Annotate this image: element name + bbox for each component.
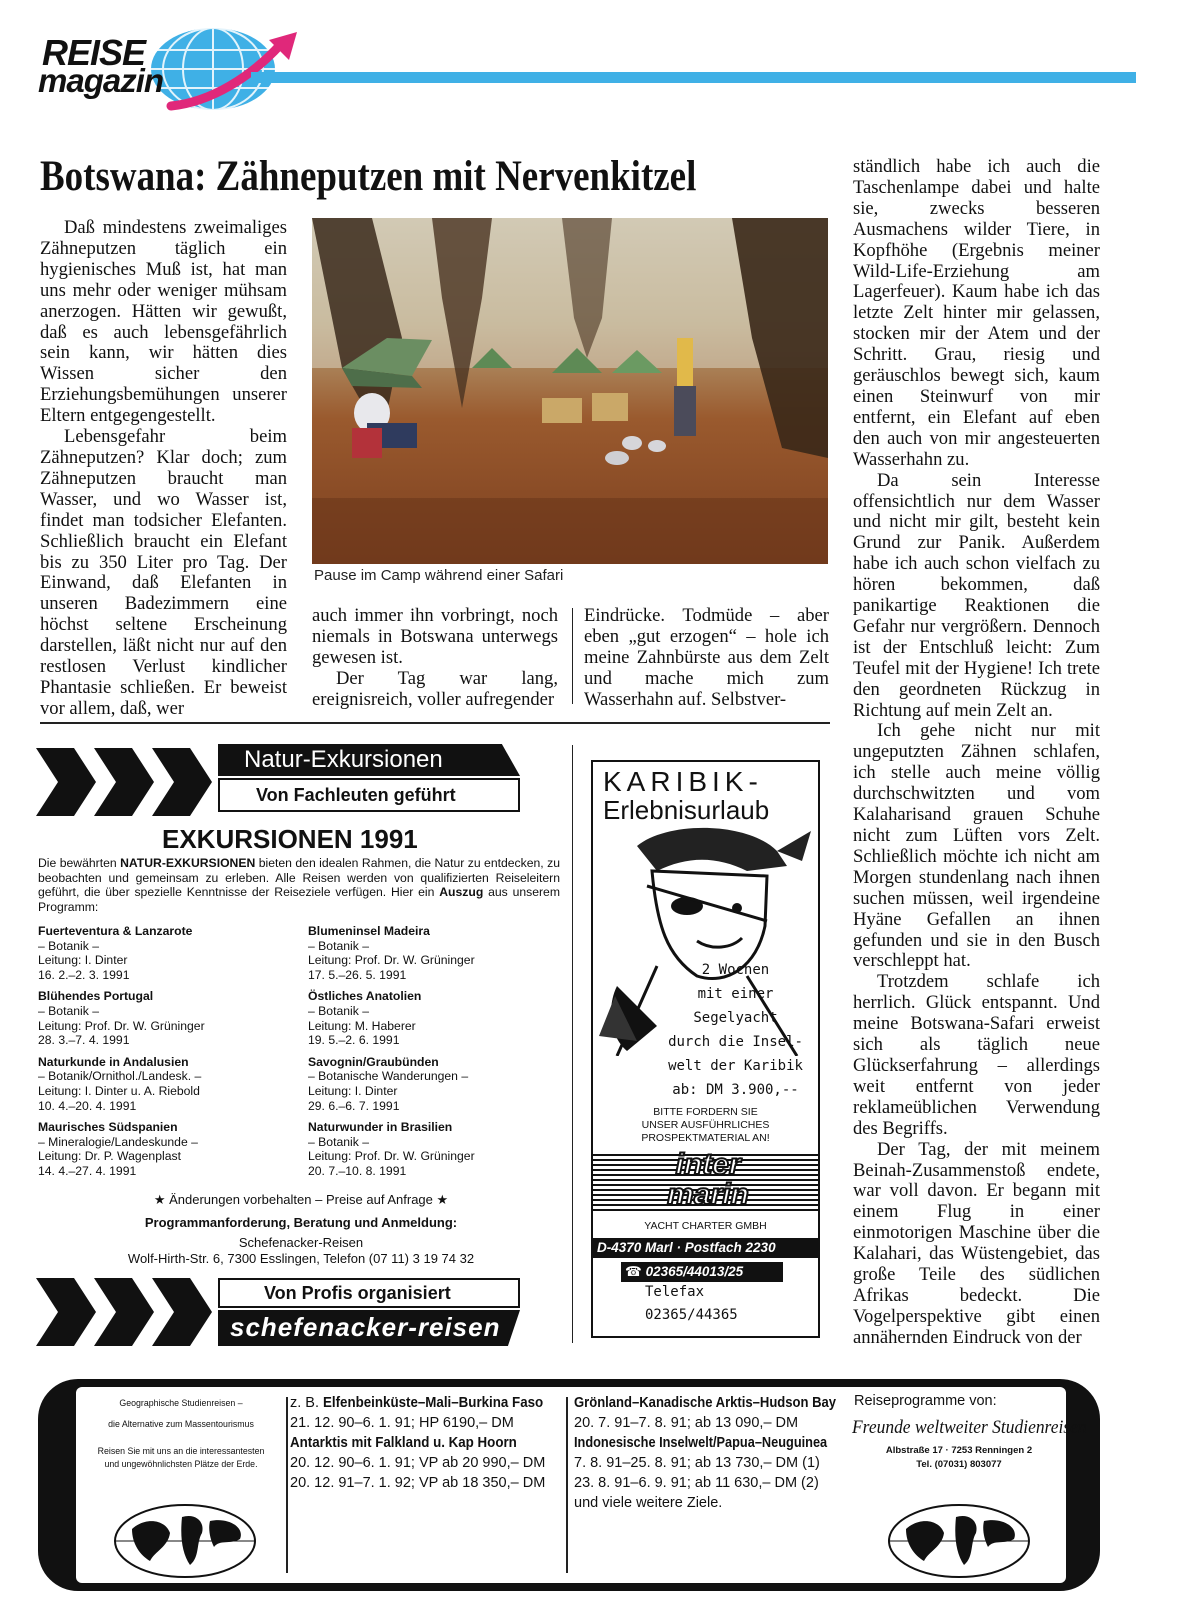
- ad-studienreisen: [38, 1379, 1100, 1591]
- brand-script: Freunde weltweiter Studienreisen: [852, 1417, 1087, 1438]
- karibik-phone: ☎ 02365/44013/25: [625, 1264, 744, 1279]
- exkursionen-heading: EXKURSIONEN 1991: [162, 824, 418, 854]
- tour-list-right: [308, 924, 564, 1186]
- intermarin-logo-2: marin: [667, 1178, 749, 1211]
- world-globe-icon: [884, 1499, 1034, 1579]
- contact-name: Schefenacker-Reisen: [238, 1235, 364, 1250]
- ad-studienreisen-inner: [76, 1387, 1087, 1583]
- tour-item: Blühendes Portugal – Botanik – Leitung: Prof. Dr. W. Grüninger 28. 3.–7. 4. 1991: [38, 989, 205, 1048]
- masthead-magazin: magazin: [38, 62, 164, 99]
- karibik-offer: 2 Wochen mit einer Segelyacht durch die Insel- welt der Karibik ab: DM 3.900,--: [668, 962, 803, 1098]
- safari-photo: [312, 218, 828, 564]
- paragraph: Daß mindestens zweimaliges Zähneputzen täglich ein hygienisches Muß ist, hat man uns mehr oder weniger mühsam anerzogen. Hätten wir gewußt, daß es auch lebensgefährlich sein kann, wir hätten dies Wissen sicher den Erziehungsbemühungen unserer Eltern entgegengestellt.: [40, 217, 287, 427]
- article-col-1: [40, 218, 287, 720]
- ad-schefenacker: [36, 738, 566, 1346]
- camp-scene: [312, 218, 828, 564]
- tour-item: Fuerteventura & Lanzarote – Botanik – Leitung: I. Dinter 16. 2.–2. 3. 1991: [38, 924, 193, 982]
- paragraph: ständlich habe ich auch die Taschenlampe dabei und halte sie, zwecks besseren Ausmachens wilder Tiere, in Kopfhöhe (Ergebnis meiner Wild-Life-Erziehung am Lagerfeuer). Kaum habe ich das letzte Zelt hinter mir gelassen, stocken mir der Atem und der Schritt. Grau, riesig und geräuschlos bewegt sich, kaum einen Steinwurf von mir entfernt, ein Elefant auf eben den auch von mir angesteuerten Wasserhahn zu.: [853, 156, 1100, 470]
- price-note: ★ Änderungen vorbehalten – Preise auf Anfrage ★: [153, 1192, 449, 1207]
- programs-label: Reiseprogramme von:: [854, 1393, 997, 1409]
- ad-divider: [572, 745, 573, 1343]
- brand-address: Albstraße 17 · 7253 Renningen 2: [885, 1445, 1033, 1456]
- exkursionen-intro: Die bewährten NATUR-EXKURSIONEN bieten den idealen Rahmen, die Natur zu entdecken, zu beobachten und gemeinsam zu erleben. Alle Reisen werden von qualifizierten Reiseleitern geführt, die über spezielle Kenntnisse der Reiseziele verfügen. Hier ein Auszug aus unserem Programm:: [38, 856, 560, 914]
- studien-divider-1: [286, 1397, 288, 1573]
- tour-item: Naturwunder in Brasilien – Botanik – Leitung: Prof. Dr. W. Grüninger 20. 7.–10. 8. 1991: [308, 1120, 475, 1178]
- photo-caption: Pause im Camp während einer Safari: [314, 567, 564, 584]
- tour-item: Maurisches Südspanien – Mineralogie/Landeskunde – Leitung: Dr. P. Wagenplast 14. 4.–27. 4. 1991: [38, 1120, 198, 1178]
- chevron-arrows-icon: [36, 1278, 216, 1346]
- paragraph: Der Tag, der mit meinem Beinah-Zusammenstoß endete, war voll davon. Er begann mit einem Flug in einer einmotorigen Maschine über die Kalahari, das Wüstengebiet, das große Teile des südlichen Afrikas bedeckt. Die Vogelperspektive gibt einen annähernden Eindruck von der: [853, 1138, 1100, 1348]
- masthead-reise: REISE: [42, 32, 146, 73]
- paragraph: Eindrücke. Todmüde – aber eben „gut erzogen“ – hole ich meine Zahnbürste aus dem Zelt und mache mich zum Wasserhahn auf. Selbstver-: [584, 605, 829, 710]
- paragraph: Da sein Interesse offensichtlich nur dem Wasser und nicht mir gilt, besteht kein Grund zur Panik. Außerdem habe ich auch schon vielfach zu hören bekommen, daß panikartige Reaktionen die Gefahr nur vergrößern. Dennoch ist der Entschluß leicht: Zum Teufel mit der Hygiene! Ich trete den geordneten Rückzug in Richtung auf mein Zelt an.: [853, 469, 1100, 721]
- article-col-4: [853, 157, 1100, 1349]
- world-globe-icon: [110, 1499, 260, 1579]
- article-end-rule: [40, 722, 830, 724]
- ad-karibik: [591, 760, 820, 1338]
- article-col-3: [584, 606, 829, 711]
- paragraph: Ich gehe nicht nur mit ungeputzten Zähnen schlafen, ich stelle auch meine völlig durchschwitzten und vom Kalaharisand grauen Schuhe nicht zum Lüften vors Zelt. Schließlich möchte ich nicht am Morgen stundenlang nach ihnen suchen müssen, weil irgendeine Hyäne Gefallen an ihnen gefunden und sie in den Busch verschleppt hat.: [853, 720, 1100, 972]
- banner-natur-label: Natur-Exkursionen: [244, 746, 443, 773]
- chevron-arrows-icon: [36, 748, 216, 816]
- brand-phone: Tel. (07031) 803077: [916, 1459, 1002, 1470]
- studien-intro: Geographische Studienreisen – die Alternative zum Massentourismus Reisen Sie mit uns an die interessantesten und ungewöhnlichsten Plätze der Erde.: [97, 1398, 265, 1469]
- studien-divider-2: [566, 1397, 568, 1573]
- tour-item: Naturkunde in Andalusien – Botanik/Ornithol./Landesk. – Leitung: I. Dinter u. A. Riebold 10. 4.–20. 4. 1991: [38, 1054, 202, 1113]
- karibik-fax-label: Telefax: [645, 1284, 705, 1300]
- karibik-fax: 02365/44365: [645, 1307, 738, 1323]
- karibik-title: KARIBIK-: [603, 766, 763, 797]
- contact-address: Wolf-Hirth-Str. 6, 7300 Esslingen, Telefon (07 11) 3 19 74 32: [127, 1251, 475, 1266]
- karibik-request: BITTE FORDERN SIE UNSER AUSFÜHRLICHES PROSPEKTMATERIAL AN!: [641, 1106, 770, 1144]
- contact-heading: Programmanforderung, Beratung und Anmeldung:: [144, 1215, 458, 1230]
- paragraph: Lebensgefahr beim Zähneputzen? Klar doch; zum Zähneputzen braucht man Wasser, und wo Wasser ist, findet man todsicher Elefanten. Schließlich braucht ein Elefant bis zu 350 Liter pro Tag. Der Einwand, daß Elefanten in unseren Badezimmern eine höchst seltene Erscheinung darstellen, läßt nicht nur auf den restlosen Verlust kindlicher Phantasie schließen. Er beweist vor allem, daß, wer: [40, 426, 287, 719]
- studien-right: Grönland–Kanadische Arktis–Hudson Bay 20. 7. 91–7. 8. 91; ab 13 090,– DM Indonesische Inselwelt/Papua–Neuguinea 7. 8. 91–25. 8. 91; ab 13 730,– DM (1) 23. 8. 91–6. 9. 91; ab 11 630,– DM (2) und viele weitere Ziele.: [574, 1395, 837, 1511]
- article-col-2: [312, 606, 558, 711]
- paragraph: Der Tag war lang, ereignisreich, voller aufregender: [312, 667, 558, 710]
- logo-schefenacker: schefenacker-reisen: [230, 1312, 501, 1342]
- karibik-subtitle: Erlebnisurlaub: [603, 795, 770, 825]
- headline: Botswana: Zähneputzen mit Nervenkitzel: [40, 153, 697, 200]
- studien-mid: z. B. Elfenbeinküste–Mali–Burkina Faso 21. 12. 90–6. 1. 91; HP 6190,– DM Antarktis mit Falkland u. Kap Hoorn 20. 12. 90–6. 1. 91; VP ab 20 990,– DM 20. 12. 91–7. 1. 92; VP ab 18 350,– DM: [290, 1395, 546, 1491]
- karibik-address: D-4370 Marl · Postfach 2230: [597, 1240, 776, 1255]
- banner-fachleute-label: Von Fachleuten geführt: [256, 785, 456, 805]
- intermarin-company: YACHT CHARTER GMBH: [644, 1220, 767, 1232]
- column-divider: [572, 608, 573, 704]
- tour-item: Blumeninsel Madeira – Botanik – Leitung: Prof. Dr. W. Grüninger 17. 5.–26. 5. 1991: [308, 924, 475, 982]
- masthead: [36, 22, 1136, 114]
- paragraph: Trotzdem schlafe ich herrlich. Glück entspannt. Und meine Botswana-Safari erweist sich als täglich neue Glückserfahrung – allerdings weit entfernt von jeder reklameüblichen Verwendung des Begriffs.: [853, 971, 1100, 1139]
- masthead-bar: [251, 72, 1136, 83]
- tour-item: Savognin/Graubünden – Botanische Wanderungen – Leitung: I. Dinter 29. 6.–6. 7. 1991: [308, 1054, 469, 1113]
- paragraph: auch immer ihn vorbringt, noch niemals in Botswana unterwegs gewesen ist.: [312, 605, 558, 668]
- intermarin-logo-1: inter: [675, 1148, 741, 1181]
- tour-list-left: [38, 924, 298, 1186]
- banner-profis-label: Von Profis organisiert: [264, 1283, 451, 1303]
- tour-item: Östliches Anatolien – Botanik – Leitung: M. Haberer 19. 5.–2. 6. 1991: [308, 989, 422, 1048]
